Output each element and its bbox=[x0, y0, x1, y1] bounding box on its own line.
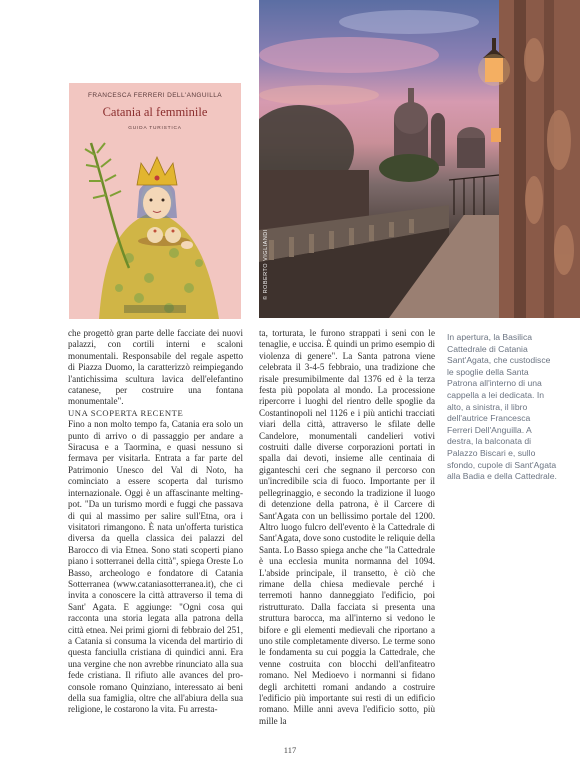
section-subheading: UNA SCOPERTA RECENTE bbox=[68, 407, 184, 418]
cathedral-scene-illustration bbox=[259, 0, 580, 318]
book-cover bbox=[69, 83, 241, 319]
column2-body: ta, torturata, le furono strappati i seni con le tenaglie, e uccisa. È quindi un primo esempio di violenza di genere". La Santa patrona viene celebrata il 3-4-5 febbraio, una tradizione che risale presumibilmente dal 1376 ed è la terza festa più popolata al mondo. La processione ripercorre i luoghi del rientro delle spoglie da Costantinopoli nel 1126 e i più antichi tracciati viari della città, attraverso le sfilate delle Candelore, monumentali candelieri votivi costruiti dalle diverse corporazioni portati in spalla dai devoti, insieme alle centinaia di giganteschi ceri che segnano il percorso con un'incredibile scia di fuoco. Importante per il pellegrinaggio, e secondo la tradizione il luogo di detenzione della patrona, è il Carcere di Sant'Agata con un bellissimo portale del 1200. Altro luogo fulcro dell'evento è la Cattedrale di Sant'Agata, dove sono custodite le reliquie della Santa. Lo Basso spiega anche che "la Cattedrale è una ecclesia munita normanna del 1094. L'abside principale, il transetto, è ciò che rimane della chiesa medievale perché i terremoti hanno danneggiato l'edificio, poi ristrutturato. Dalla facciata si presenta una struttura barocca, ma all'interno si vedono le bifore e gli elementi medievali che riportano a uno stile completamente diverso. Le terme sono le fondamenta su cui poggia la Cattedrale, che venne costruita con blocchi dell'anfiteatro romano. Nel Medioevo i normanni si fidano degli architetti romani andando a costruire l'edificio più importante sui resti di un edificio romano. Mille anni aveva l'edificio sotto, più mille la bbox=[259, 328, 435, 726]
column1-intro: che progettò gran parte delle facciate dei nuovi palazzi, con cortili interni e scaloni monumentali. Responsabile del regale aspetto di Piazza Duomo, la caratterizzò reimpiegando l'antichissima scultura lavica dell'elefantino catanese, per costruire una fontana monumentale". bbox=[68, 328, 243, 407]
text-column-2 bbox=[259, 328, 435, 727]
column1-body: Fino a non molto tempo fa, Catania era solo un punto di arrivo o di passaggio per andare a Siracusa e a Taormina, e quasi nessuno si fermava per visitarla. Entrata a far parte del Patrimonio Unesco del Val di Noto, ha cominciato a essere scoperta dal turismo internazionale. Oggi è un affascinante melting-pot. "Da un turismo mordi e fuggi che passava di qui al massimo per salire sull'Etna, ora i visitatori rimangono. È nata un'offerta turistica diversa da quella classica dei palazzi del Barocco di via Etnea. Sono stati scoperti piano piano i sotterranei della città", spiega Oreste Lo Basso, archeologo e fondatore di Catania Sotterranea (www.cataniasotterranea.it), che ci invita a conoscere la città attraverso il tema di Sant' Agata. E aggiunge: "Ogni cosa qui racconta una storia legata alla patrona della città etnea. Nei primi giorni di febbraio del 251, a Catania si consuma la vicenda del martirio di questa fanciulla cristiana di quindici anni. Era una vergine che non avrebbe rinunciato alla sua fede cristiana. Il rifiuto alle avances del pro-console romano Quinziano, interessato ai beni della sua famiglia, oltre che all'abiura della sua religione, le costarono la vita. Fu arresta- bbox=[68, 419, 243, 715]
photo-credit: © ROBERTO VIGLIANDI bbox=[263, 229, 269, 300]
page-number: 117 bbox=[283, 745, 297, 755]
cover-author: FRANCESCA FERRERI DELL'ANGUILLA bbox=[88, 92, 222, 99]
text-column-1 bbox=[68, 328, 243, 716]
cover-title: Catania al femminile bbox=[102, 105, 208, 119]
cover-subtitle: GUIDA TURISTICA bbox=[128, 126, 182, 131]
balcony-photo bbox=[259, 0, 580, 318]
photo-caption: In apertura, la Basilica Cattedrale di Catania Sant'Agata, che custodisce le spoglie della Santa Patrona all'interno di una cappella a lei dedicata. In alto, a sinistra, il libro dell'autrice Francesca Ferreri Dell'Anguilla. A destra, la balconata di Palazzo Biscari e, sullo sfondo, cupole di Sant'Agata alla Badia e della Cattedrale. bbox=[447, 332, 557, 482]
